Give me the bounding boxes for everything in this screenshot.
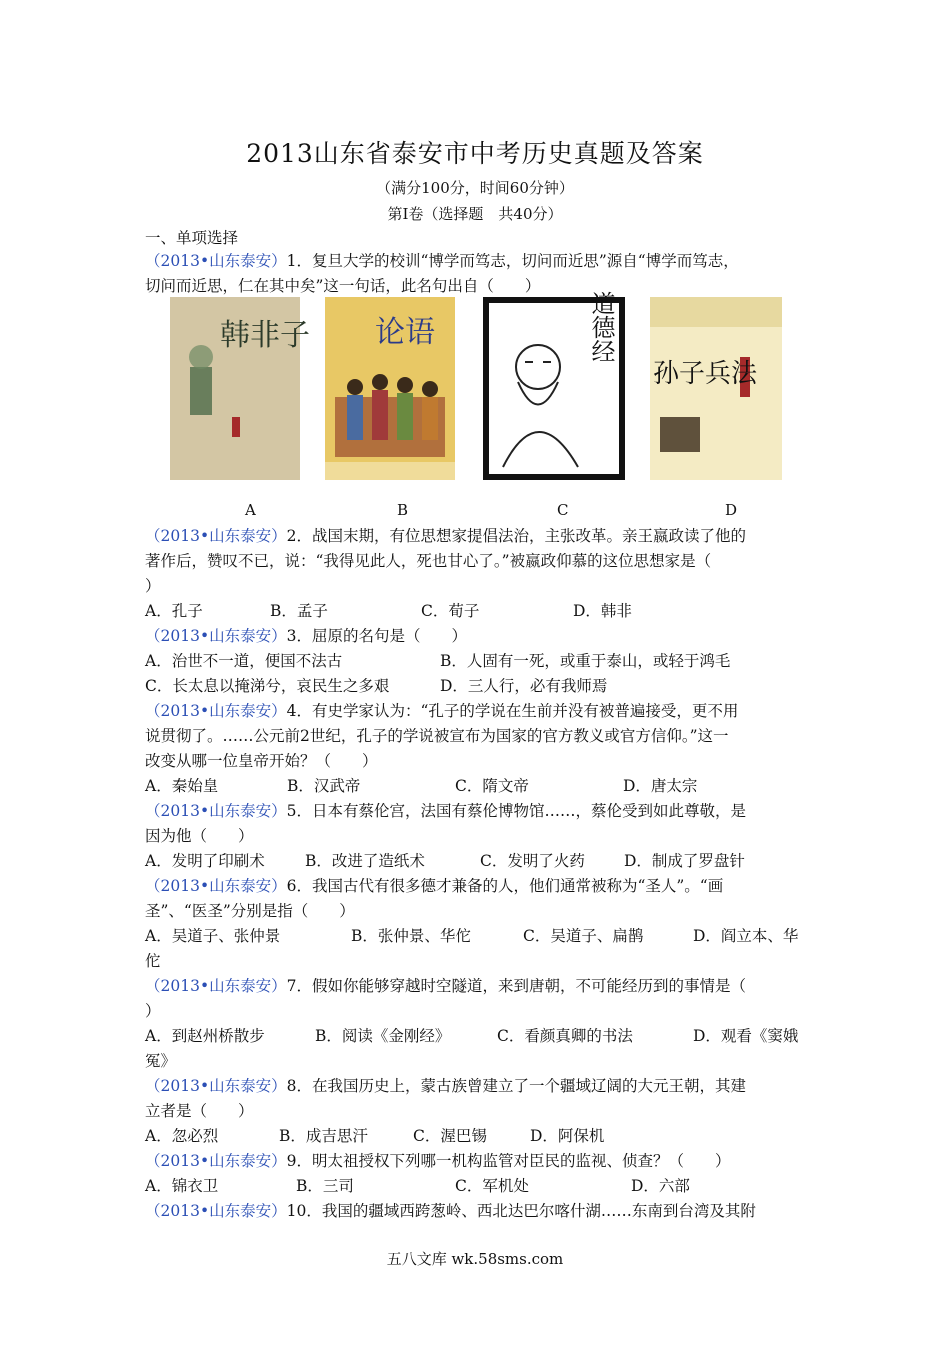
document-page: 2013山东省泰安市中考历史真题及答案 （满分100分，时间60分钟） 第Ⅰ卷（选择题 共40分） 一、单项选择 （2013•山东泰安）1．复旦大学的校训“博学而笃志，切问而近思”源自“博学而笃志， 切问而近思，仁在其中矣”这一句话，此名句出自（ ） 韩非子 论语 道德经 孙子兵法 A B C D （2013•山东泰安）2．战国末期，有位思想家提倡法治，主张改革。亲王嬴政读了他的 著作后，赞叹不已，说：“我得见此人，死也甘心了。”被嬴政仰慕的这位思想家是（ ） A．孔子 B．孟子 C．荀子 D．韩非 （2013•山东泰安）3．屈原的名句是（ ） A．治世不一道，便国不法古 B．人固有一死，或重于泰山，或轻于鸿毛 C．长太息以掩涕兮，哀民生之多艰 D．三人行，必有我师焉 （2013•山东泰安）4．有史学家认为：“孔子的学说在生前并没有被普遍接受，更不用 说贯彻了。……公元前2世纪，孔子的学说被宣布为国家的官方教义或官方信仰。”这一 改变从哪一位皇帝开始？（ ） A．秦始皇 B．汉武帝 C．隋文帝 D．唐太宗 （2013•山东泰安）5．日本有蔡伦宫，法国有蔡伦博物馆……，蔡伦受到如此尊敬，是 因为他（ ） A．发明了印刷术 B．改进了造纸术 C．发明了火药 D．制成了罗盘针 （2013•山东泰安）6．我国古代有很多德才兼备的人，他们通常被称为“圣人”。“画 圣”、“医圣”分别是指（ ） A．吴道子、张仲景 B．张仲景、华佗 C．吴道子、扁鹊 D．阎立本、华 佗 （2013•山东泰安）7．假如你能够穿越时空隧道，来到唐朝，不可能经历到的事情是（ ） A．到赵州桥散步 B．阅读《金刚经》 C．看颜真卿的书法 D．观看《窦娥 冤》 （2013•山东泰安）8．在我国历史上，蒙古族曾建立了一个疆域辽阔的大元王朝，其建 立者是（ ） A．忽必烈 B．成吉思汗 C．渥巴锡 D．阿保机 （2013•山东泰安）9．明太祖授权下列哪一机构监管对臣民的监视、侦查？（ ） A．锦衣卫 B．三司 C．军机处 D．六部 （2013•山东泰安）10．我国的疆域西跨葱岭、西北达巴尔喀什湖……东南到台湾及其附 五八文库 wk.58sms.com [0,0,950,1346]
question-4: （2013•山东泰安）4．有史学家认为：“孔子的学说在生前并没有被普遍接受，更不用 说贯彻了。……公元前2世纪，孔子的学说被宣布为国家的官方教义或官方信仰。”这一 改变从哪一位皇帝开始？（ ） [145,702,739,770]
book-title-c: 道德经 [587,291,615,363]
question-10: （2013•山东泰安）10．我国的疆域西跨葱岭、西北达巴尔喀什湖……东南到台湾及其附 [145,1202,756,1220]
question-8: （2013•山东泰安）8．在我国历史上，蒙古族曾建立了一个疆域辽阔的大元王朝，其建 立者是（ ） [145,1077,746,1120]
option-label-c: C [557,501,569,519]
page-title: 2013山东省泰安市中考历史真题及答案 [246,139,704,168]
book-cover-sunzi [650,297,782,480]
option-label-a: A [245,501,256,519]
book-cover-lunyu [325,297,455,480]
option-label-d: D [725,501,738,519]
question-6: （2013•山东泰安）6．我国古代有很多德才兼备的人，他们通常被称为“圣人”。“画 圣”、“医圣”分别是指（ ） [145,877,724,920]
question-1: （2013•山东泰安）1．复旦大学的校训“博学而笃志，切问而近思”源自“博学而笃志， 切问而近思，仁在其中矣”这一句话，此名句出自（ ） [145,252,739,295]
book-title-d: 孙子兵法 [652,359,758,389]
book-cover-hanfeizi [170,297,310,480]
question-3: （2013•山东泰安）3．屈原的名句是（ ） [145,627,467,645]
option-label-b: B [397,501,409,519]
question-9: （2013•山东泰安）9．明太祖授权下列哪一机构监管对臣民的监视、侦查？（ ） [145,1152,731,1170]
book-cover-daodejing [483,291,625,480]
book-title-b: 论语 [375,315,435,350]
volume-heading: 第Ⅰ卷（选择题 共40分） [387,205,563,223]
exam-info: （满分100分，时间60分钟） [376,179,574,197]
section-heading: 一、单项选择 [145,229,239,247]
question-source: （2013•山东泰安） [145,252,287,270]
book-images [170,291,782,480]
page-footer: 五八文库 wk.58sms.com [386,1250,564,1268]
question-7: （2013•山东泰安）7．假如你能够穿越时空隧道，来到唐朝，不可能经历到的事情是（ ） [145,977,746,1020]
question-2: （2013•山东泰安）2．战国末期，有位思想家提倡法治，主张改革。亲王嬴政读了他的 著作后，赞叹不已，说：“我得见此人，死也甘心了。”被嬴政仰慕的这位思想家是（ ） [145,527,746,595]
book-title-a: 韩非子 [220,318,310,353]
question-5: （2013•山东泰安）5．日本有蔡伦宫，法国有蔡伦博物馆……，蔡伦受到如此尊敬，是 因为他（ ） [145,802,746,845]
